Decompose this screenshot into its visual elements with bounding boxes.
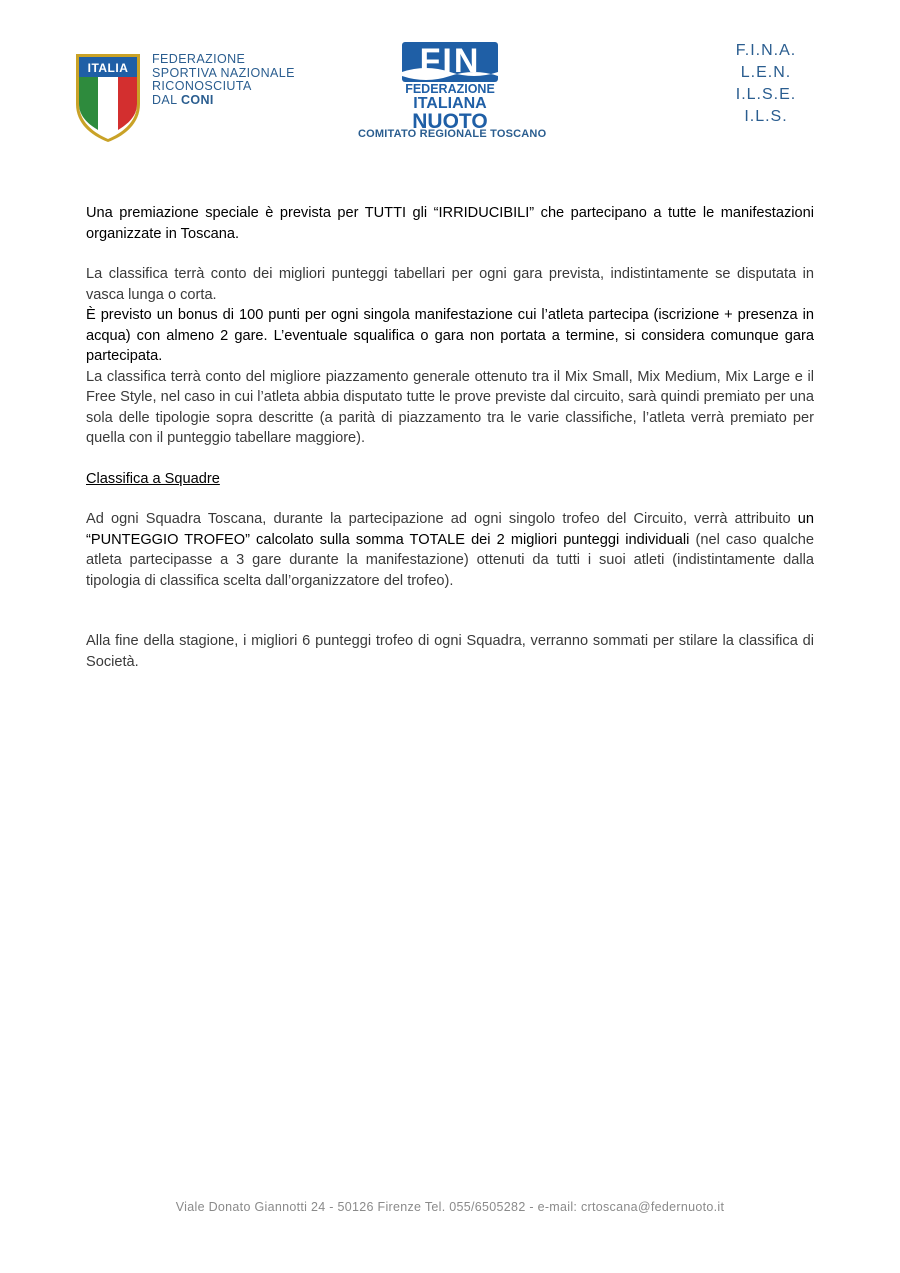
fin-line-1: FEDERAZIONE bbox=[405, 82, 495, 96]
shield-label: ITALIA bbox=[87, 61, 129, 75]
italia-shield-icon bbox=[74, 52, 142, 144]
coni-line-2: SPORTIVA NAZIONALE bbox=[152, 65, 295, 80]
team-text-a: Ad ogni Squadra Toscana, durante la partecipazione ad ogni singolo trofeo del Circuito, verrà attribuito bbox=[86, 511, 798, 527]
coni-line-4-prefix: DAL bbox=[152, 92, 181, 107]
affiliations-list bbox=[726, 40, 806, 128]
ranking-paragraph: La classifica terrà conto del migliore piazzamento generale ottenuto tra il Mix Small, Mix Medium, Mix Large e il Free Style, nel caso in cui l’atleta abbia disputato tutte le prove previste dal circuito, sarà quindi premiato per una sola delle tipologie sopra descritte (a parità di piazzamento tra le varie classifiche, l’atleta verrà premiato per quella con il punteggio tabellare maggiore). bbox=[86, 368, 814, 446]
bonus-paragraph: È previsto un bonus di 100 punti per ogni singola manifestazione cui l’atleta partecipa (iscrizione + presenza in acqua) con almeno 2 gare. L’eventuale squalifica o gara non portata a termine, si considera comunque gara partecipata. bbox=[86, 307, 814, 364]
coni-line-4-bold: CONI bbox=[180, 92, 214, 107]
coni-line-1: FEDERAZIONE bbox=[152, 52, 246, 66]
fin-emblem-icon bbox=[402, 42, 498, 130]
fin-logo bbox=[358, 42, 547, 142]
coni-line-3: RICONOSCIUTA bbox=[152, 79, 252, 93]
coni-text bbox=[152, 53, 295, 107]
document-body bbox=[86, 203, 814, 672]
season-paragraph: Alla fine della stagione, i migliori 6 punteggi trofeo di ogni Squadra, verranno sommati per stilare la classifica di Società. bbox=[86, 633, 814, 670]
affiliation-item: I.L.S.E. bbox=[735, 86, 797, 103]
team-paragraph bbox=[86, 509, 814, 591]
affiliation-item: F.I.N.A. bbox=[735, 42, 797, 59]
coni-line-4 bbox=[152, 94, 295, 108]
scoring-paragraph: La classifica terrà conto dei migliori punteggi tabellari per ogni gara prevista, indistintamente se disputata in vasca lunga o corta. bbox=[86, 266, 814, 303]
fin-line-3: NUOTO bbox=[412, 110, 488, 130]
team-text-c: (nel caso qualche atleta partecipasse a 3 gare durante la manifestazione) ottenuti da tutti i suoi atleti (indistintamente dalla tipologia di classifica scelta dall’organizzatore del trofeo). bbox=[86, 531, 814, 589]
section-heading: Classifica a Squadre bbox=[86, 470, 220, 487]
team-text-highlight: un “PUNTEGGIO TROFEO” calcolato sulla somma TOTALE dei 2 migliori punteggi individuali bbox=[86, 511, 814, 548]
coni-logo bbox=[74, 52, 314, 144]
affiliation-item: L.E.N. bbox=[740, 64, 792, 81]
letterhead bbox=[0, 0, 900, 160]
fin-line-2: ITALIANA bbox=[413, 95, 487, 112]
intro-paragraph: Una premiazione speciale è prevista per TUTTI gli “IRRIDUCIBILI” che partecipano a tutte le manifestazioni organizzate in Toscana. bbox=[86, 205, 814, 242]
affiliation-item: I.L.S. bbox=[744, 108, 788, 125]
fin-logo-text: FIN bbox=[419, 42, 481, 80]
fin-subtitle: COMITATO REGIONALE TOSCANO bbox=[358, 128, 547, 140]
footer-address: Viale Donato Giannotti 24 - 50126 Firenze Tel. 055/6505282 - e-mail: crtoscana@federnuoto.it bbox=[175, 1200, 725, 1214]
